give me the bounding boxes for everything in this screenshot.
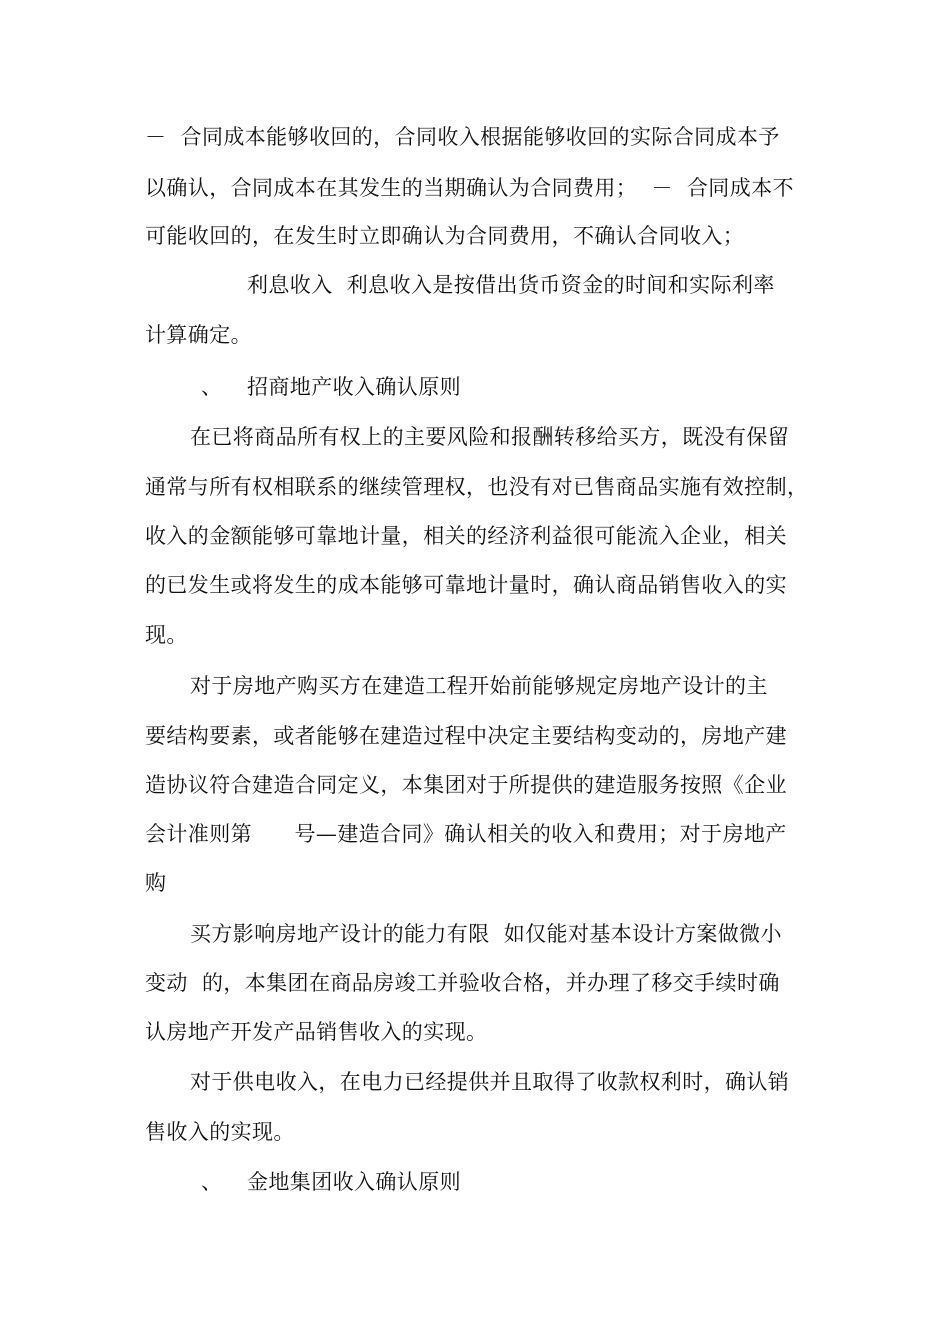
text-line: 造协议符合建造合同定义，本集团对于所提供的建造服务按照《企业 <box>145 773 787 797</box>
text-line: 变动 的，本集团在商品房竣工并验收合格，并办理了移交手续时确 <box>145 971 780 995</box>
text-line: 计算确定。 <box>145 323 252 347</box>
text-line: 购 <box>145 871 167 895</box>
section-heading: 金地集团收入确认原则 <box>247 1170 461 1194</box>
text-line: 售收入的实现。 <box>145 1120 295 1144</box>
text-line: 以确认，合同成本在其发生的当期确认为合同费用； － 合同成本不 <box>145 176 794 200</box>
text-line: 认房地产开发产品销售收入的实现。 <box>145 1020 488 1044</box>
section-number: 、 <box>201 1170 223 1194</box>
text-line: 会计准则第 号—建造合同》确认相关的收入和费用；对于房地产 <box>145 822 787 846</box>
text-line: 通常与所有权相联系的继续管理权，也没有对已售商品实施有效控制， <box>145 475 809 499</box>
text-line: 可能收回的，在发生时立即确认为合同费用，不确认合同收入； <box>145 224 745 248</box>
text-line: 现。 <box>145 623 188 647</box>
section-heading: 招商地产收入确认原则 <box>247 375 461 399</box>
text-line: 利息收入 利息收入是按借出货币资金的时间和实际利率 <box>247 273 775 297</box>
text-line: 的已发生或将发生的成本能够可靠地计量时，确认商品销售收入的实 <box>145 573 787 597</box>
text-line: 买方影响房地产设计的能力有限 如仅能对基本设计方案做微小 <box>190 922 782 946</box>
text-line: 要结构要素，或者能够在建造过程中决定主要结构变动的，房地产建 <box>145 724 787 748</box>
text-line: － 合同成本能够收回的，合同收入根据能够收回的实际合同成本予 <box>145 125 780 149</box>
text-line: 对于供电收入，在电力已经提供并且取得了收款权利时，确认销 <box>190 1070 790 1094</box>
text-line: 收入的金额能够可靠地计量，相关的经济利益很可能流入企业，相关 <box>145 524 787 548</box>
section-number: 、 <box>201 375 223 399</box>
text-line: 对于房地产购买方在建造工程开始前能够规定房地产设计的主 <box>190 674 768 698</box>
text-line: 在已将商品所有权上的主要风险和报酬转移给买方，既没有保留 <box>190 425 790 449</box>
